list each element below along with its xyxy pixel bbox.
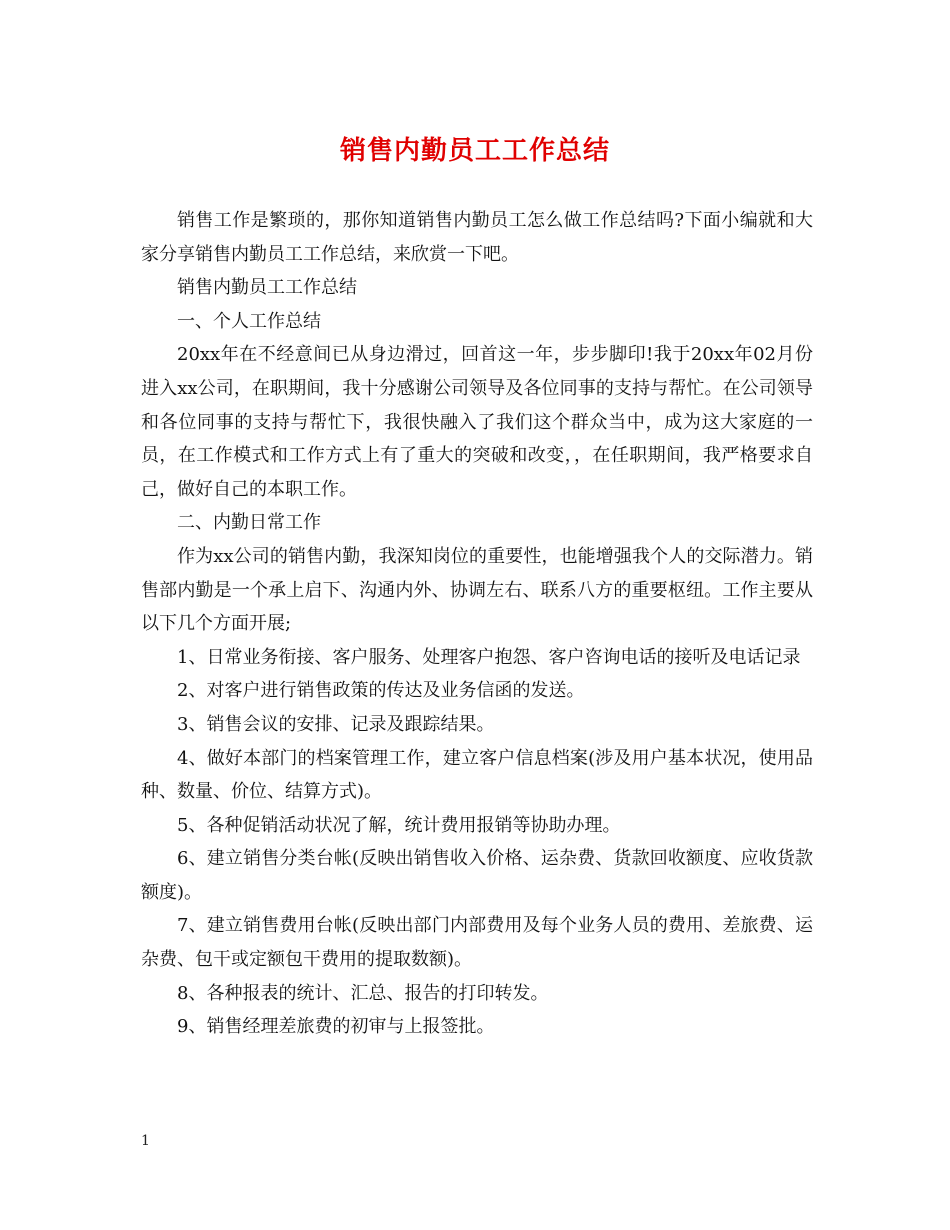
daily-work-intro-paragraph: 作为xx公司的销售内勤，我深知岗位的重要性，也能增强我个人的交际潜力。销售部内勤是一个承上启下、沟通内外、协调左右、联系八方的重要枢纽。工作主要从以下几个方面开展;	[141, 545, 813, 635]
document-title: 销售内勤员工工作总结	[339, 136, 610, 166]
list-item-6: 6、建立销售分类台帐(反映出销售收入价格、运杂费、货款回收额度、应收货款额度)。	[141, 848, 813, 903]
list-item-4: 4、做好本部门的档案管理工作，建立客户信息档案(涉及用户基本状况，使用品种、数量、价位、结算方式)。	[141, 747, 813, 803]
list-item-2: 2、对客户进行销售政策的传达及业务信函的发送。	[177, 680, 585, 702]
list-item-3: 3、销售会议的安排、记录及跟踪结果。	[177, 713, 495, 735]
section-heading-personal: 一、个人工作总结	[177, 310, 321, 332]
personal-summary-paragraph: 20xx年在不经意间已从身边滑过，回首这一年，步步脚印!我于20xx年02月份进入xx公司，在职期间，我十分感谢公司领导及各位同事的支持与帮忙。在公司领导和各位同事的支持与帮忙下，我很快融入了我们这个群众当中，成为这大家庭的一员，在工作模式和工作方式上有了重大的突破和改变，，在任职期间，我严格要求自己，做好自己的本职工作。	[141, 344, 813, 500]
intro-paragraph: 销售工作是繁琐的，那你知道销售内勤员工怎么做工作总结吗?下面小编就和大家分享销售内勤员工工作总结，来欣赏一下吧。	[141, 210, 813, 265]
subtitle-paragraph: 销售内勤员工工作总结	[177, 277, 357, 299]
list-item-9: 9、销售经理差旅费的初审与上报签批。	[177, 1016, 495, 1038]
page-number: 1	[141, 1133, 150, 1149]
list-item-8: 8、各种报表的统计、汇总、报告的打印转发。	[177, 982, 549, 1004]
document-body	[141, 204, 813, 1044]
section-heading-daily-work: 二、内勤日常工作	[177, 512, 321, 534]
list-item-5: 5、各种促销活动状况了解，统计费用报销等协助办理。	[177, 814, 621, 836]
list-item-1: 1、日常业务衔接、客户服务、处理客户抱怨、客户咨询电话的接听及电话记录	[177, 646, 801, 668]
list-item-7: 7、建立销售费用台帐(反映出部门内部费用及每个业务人员的费用、差旅费、运杂费、包干或定额包干费用的提取数额)。	[141, 915, 813, 971]
